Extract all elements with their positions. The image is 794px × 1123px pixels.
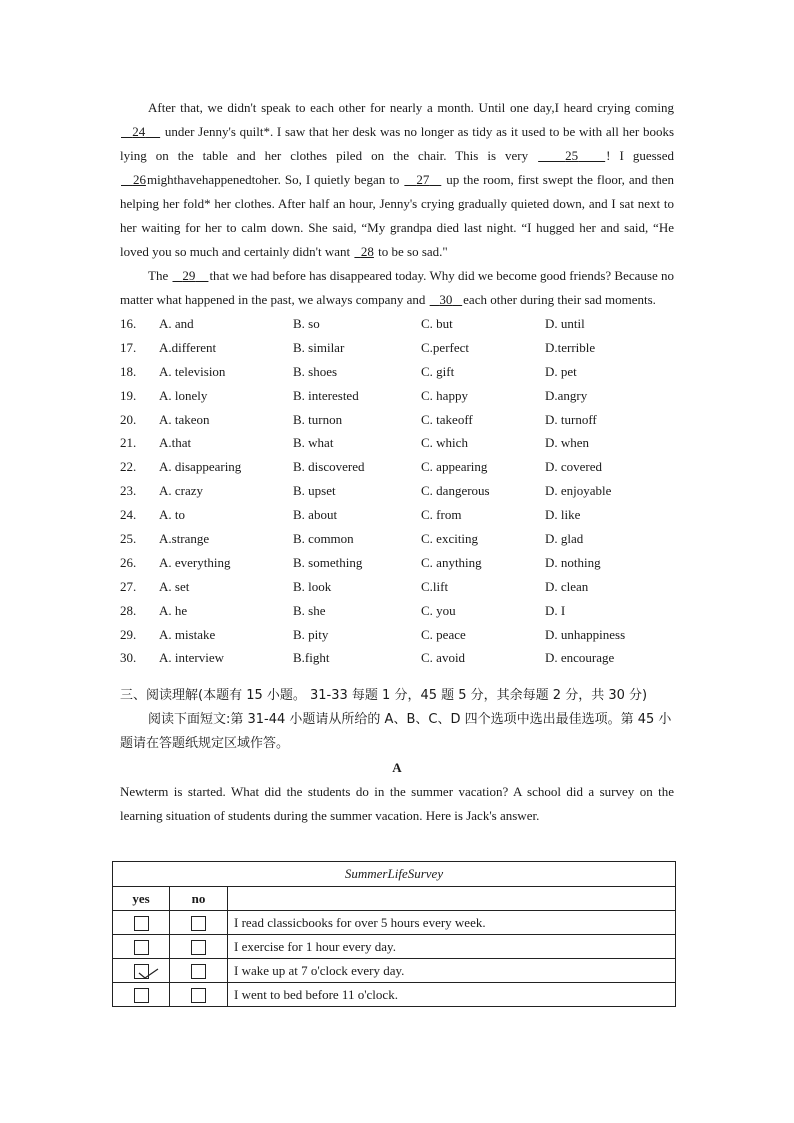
passage-text: ! I guessed <box>606 148 674 163</box>
column-header-yes: yes <box>113 887 170 911</box>
survey-statement: I went to bed before 11 o'clock. <box>228 983 676 1007</box>
option-row <box>120 575 674 599</box>
option-row <box>120 431 674 455</box>
option-d: D. I <box>545 602 566 618</box>
option-b: B. pity <box>293 626 329 642</box>
part-title: A <box>392 760 402 776</box>
option-c: C. takeoff <box>421 411 473 427</box>
option-row <box>120 646 674 670</box>
option-b: B. so <box>293 316 320 331</box>
survey-statement: I wake up at 7 o'clock every day. <box>228 959 676 983</box>
survey-title: SummerLifeSurvey <box>113 862 676 887</box>
no-checkbox[interactable] <box>191 964 206 979</box>
section-instruction: 阅读下面短文:第 31-44 小题请从所给的 A、B、C、D 四个选项中选出最佳选项。第 45 小题请在答题纸规定区域作答。 <box>120 712 672 752</box>
option-a: A. crazy <box>159 483 204 499</box>
option-b: B. common <box>293 531 354 547</box>
option-row <box>120 312 674 336</box>
no-checkbox[interactable] <box>191 940 206 955</box>
survey-row <box>113 911 676 935</box>
option-d: D. when <box>545 435 590 451</box>
option-a: A. television <box>159 363 226 379</box>
option-d: D. pet <box>545 363 577 379</box>
passage-text: The <box>148 268 172 283</box>
option-a: A.different <box>159 339 217 355</box>
option-row <box>120 551 674 575</box>
blank-26: 26 <box>132 172 146 187</box>
option-d: D. enjoyable <box>545 483 612 499</box>
passage-text: up the room, first swept the floor, and then helping her fold* her clothes. After half an hour, Jenny's crying gradually quieted down, and I sat next to her waiting for her to calm down. She said, “My grandpa died last night. “I hugged her and said, “He loved you so much and certainly didn't want <box>120 172 674 259</box>
option-c: C. dangerous <box>421 483 490 499</box>
passage-text: that we had before has disappeared today. Why did we become good friends? Because no matter what happened in the past, we always company and <box>120 268 675 307</box>
option-d: D. turnoff <box>545 411 597 427</box>
option-d: D. unhappiness <box>545 626 626 642</box>
option-a: A. and <box>159 316 194 331</box>
option-d: D. glad <box>545 531 584 547</box>
option-row <box>120 503 674 527</box>
option-c: C. avoid <box>421 650 466 666</box>
survey-table <box>112 861 676 1007</box>
option-c: C. anything <box>421 554 482 570</box>
question-number: 16. <box>120 316 137 331</box>
option-a: A. interview <box>159 650 224 666</box>
passage-text: After that, we didn't speak to each other for nearly a month. Until one day,I heard crying coming <box>148 100 674 115</box>
question-number: 27. <box>120 578 137 594</box>
option-b: B. similar <box>293 339 345 355</box>
yes-checkbox[interactable] <box>134 940 149 955</box>
question-number: 28. <box>120 602 137 618</box>
yes-checkbox[interactable] <box>134 916 149 931</box>
column-header-no: no <box>170 887 228 911</box>
option-c: C. happy <box>421 387 468 403</box>
option-b: B. what <box>293 435 334 451</box>
option-a: A. takeon <box>159 411 210 427</box>
option-b: B. shoes <box>293 363 338 379</box>
passage-text: to be so sad." <box>374 244 448 259</box>
yes-checkbox[interactable] <box>134 988 149 1003</box>
blank-30: 30 <box>439 292 453 307</box>
option-row <box>120 360 674 384</box>
option-a: A. he <box>159 602 188 618</box>
checkmark-icon <box>137 966 159 982</box>
option-b: B. about <box>293 507 338 523</box>
passage-text: mighthavehappenedtoher. So, I quietly began to <box>146 172 404 187</box>
option-row <box>120 408 674 432</box>
option-d: D.terrible <box>545 339 596 355</box>
option-b: B. something <box>293 554 363 570</box>
option-a: A. to <box>159 507 185 523</box>
question-number: 18. <box>120 363 137 379</box>
question-number: 21. <box>120 435 137 451</box>
blank-25: 25 <box>565 148 579 163</box>
option-a: A. set <box>159 578 190 594</box>
option-c: C. but <box>421 316 453 331</box>
option-a: A. lonely <box>159 387 208 403</box>
options-list <box>120 312 674 670</box>
option-row <box>120 479 674 503</box>
option-c: C.lift <box>421 578 449 594</box>
option-c: C. exciting <box>421 531 479 547</box>
passage-text: under Jenny's quilt*. I saw that her desk was no longer as tidy as it used to be with all her books lying on the table and her clothes piled on the chair. This is very <box>120 124 675 163</box>
question-number: 30. <box>120 650 137 666</box>
survey-row <box>113 959 676 983</box>
option-a: A.strange <box>159 531 210 547</box>
option-d: D.angry <box>545 387 588 403</box>
option-b: B.fight <box>293 650 330 666</box>
option-a: A. mistake <box>159 626 216 642</box>
blank-27: 27 <box>416 172 430 187</box>
option-a: A. disappearing <box>159 459 242 475</box>
option-d: D. clean <box>545 578 589 594</box>
passage-paragraph-1 <box>120 96 674 264</box>
passage-text: each other during their sad moments. <box>463 292 656 307</box>
survey-statement: I read classicbooks for over 5 hours every week. <box>228 911 676 935</box>
survey-rows <box>113 911 676 1007</box>
yes-checkbox[interactable] <box>134 964 149 979</box>
option-b: B. look <box>293 578 332 594</box>
option-d: D. covered <box>545 459 603 475</box>
option-c: C.perfect <box>421 339 470 355</box>
column-header-statement <box>228 887 676 911</box>
survey-intro: Newterm is started. What did the students do in the summer vacation? A school did a survey on the learning situation of students during the summer vacation. Here is Jack's answer. <box>120 784 674 824</box>
option-b: B. turnon <box>293 411 343 427</box>
no-checkbox[interactable] <box>191 916 206 931</box>
option-c: C. which <box>421 435 468 451</box>
option-row <box>120 336 674 360</box>
option-row <box>120 455 674 479</box>
survey-statement: I exercise for 1 hour every day. <box>228 935 676 959</box>
option-b: B. discovered <box>293 459 365 475</box>
option-d: D. like <box>545 507 581 523</box>
question-number: 29. <box>120 626 137 642</box>
option-c: C. appearing <box>421 459 488 475</box>
blank-29: 29 <box>182 268 196 283</box>
option-row <box>120 384 674 408</box>
blank-28: 28 <box>360 244 374 259</box>
no-checkbox[interactable] <box>191 988 206 1003</box>
option-c: C. gift <box>421 363 455 379</box>
option-row <box>120 599 674 623</box>
survey-row <box>113 935 676 959</box>
blank-24: 24 <box>132 124 146 139</box>
option-a: A. everything <box>159 554 231 570</box>
option-c: C. you <box>421 602 456 618</box>
option-d: D. encourage <box>545 650 615 666</box>
question-number: 23. <box>120 483 137 499</box>
question-number: 20. <box>120 411 137 427</box>
option-d: D. until <box>545 316 585 331</box>
question-number: 19. <box>120 387 137 403</box>
passage-paragraph-2 <box>120 264 674 312</box>
question-number: 24. <box>120 507 137 523</box>
question-number: 17. <box>120 339 137 355</box>
question-number: 22. <box>120 459 137 475</box>
option-b: B. upset <box>293 483 336 499</box>
worksheet-page <box>120 96 674 828</box>
section-heading: 三、阅读理解(本题有 15 小题。 31-33 每题 1 分，45 题 5 分，其余每题 2 分，共 30 分) <box>120 688 648 704</box>
option-c: C. peace <box>421 626 466 642</box>
option-a: A.that <box>159 435 192 451</box>
option-row <box>120 623 674 647</box>
option-d: D. nothing <box>545 554 601 570</box>
option-c: C. from <box>421 507 462 523</box>
survey-row <box>113 983 676 1007</box>
question-number: 25. <box>120 531 137 547</box>
option-b: B. interested <box>293 387 359 403</box>
question-number: 26. <box>120 554 137 570</box>
option-row <box>120 527 674 551</box>
option-b: B. she <box>293 602 326 618</box>
